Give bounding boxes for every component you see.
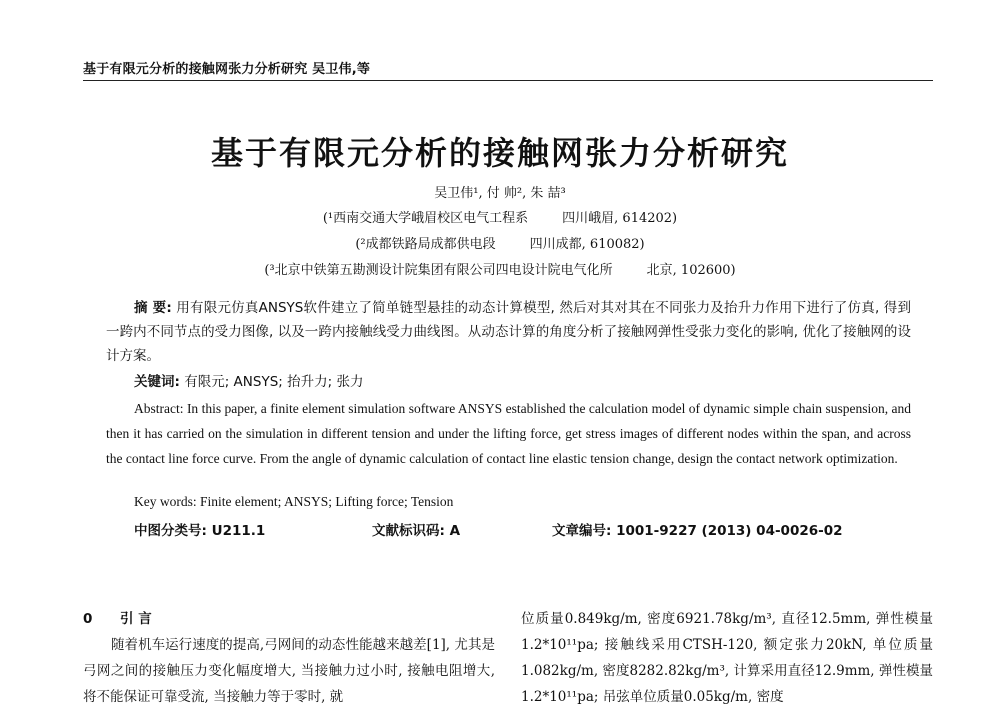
abstract-en-text: In this paper, a finite element simulation software ANSYS established the calculation model of dynamic simple chain suspension, and then it has carried on the simulation in different tension and under the lifting force, get stress images of different nodes within the span, and across the contact line force curve. From the angle of dynamic calculation of contact line elastic tension change, design the contact network optimization.: [106, 401, 911, 466]
section-number: 0: [83, 611, 93, 627]
clc-value: U211.1: [211, 523, 266, 539]
affiliation-place: 四川峨眉, 614202): [562, 211, 678, 226]
section-heading: [83, 606, 495, 632]
affiliation-1: [0, 207, 1000, 226]
article-number: [552, 519, 843, 539]
clc-label: 中图分类号:: [134, 523, 207, 539]
article-number-label: 文章编号:: [552, 523, 612, 539]
abstract-cn: [106, 296, 911, 368]
paper-title: 基于有限元分析的接触网张力分析研究: [210, 134, 789, 172]
affiliation-2: [0, 233, 1000, 252]
affiliation-place: 北京, 102600): [646, 263, 736, 278]
affiliation-org: (¹西南交通大学峨眉校区电气工程系: [322, 211, 529, 226]
document-code: [372, 519, 460, 539]
abstract-en-label: Abstract:: [134, 401, 184, 416]
keywords-en: [134, 494, 453, 510]
abstract-cn-text: 用有限元仿真ANSYS软件建立了简单链型悬挂的动态计算模型, 然后对其对其在不同张力及抬升力作用下进行了仿真, 得到一跨内不同节点的受力图像, 以及一跨内接触线受力曲线图。从动态计算的角度分析了接触网弹性受张力变化的影响, 优化了接触网的设计方案。: [106, 300, 911, 364]
running-head: 基于有限元分析的接触网张力分析研究 吴卫伟,等: [83, 62, 371, 77]
article-number-value: 1001-9227 (2013) 04-0026-02: [616, 523, 843, 539]
keywords-en-text: Finite element; ANSYS; Lifting force; Tension: [200, 494, 454, 509]
affiliation-3: [0, 259, 1000, 278]
authors: 吴卫伟¹, 付 帅², 朱 喆³: [434, 186, 566, 201]
keywords-cn-label: 关键词:: [134, 374, 180, 390]
right-column: [521, 606, 933, 710]
header-rule: [83, 80, 933, 81]
parameter-paragraph: 位质量0.849kg/m, 密度6921.78kg/m³, 直径12.5mm, 弹性模量1.2*10¹¹pa; 接触线采用CTSH-120, 额定张力20kN, 单位质量1.082kg/m, 密度8282.82kg/m³, 计算采用直径12.9mm, 弹性模量1.2*10¹¹pa; 吊弦单位质量0.05kg/m, 密度: [521, 611, 933, 705]
abstract-en: [106, 396, 911, 471]
document-code-value: A: [449, 523, 461, 539]
affiliation-org: (³北京中铁第五勘测设计院集团有限公司四电设计院电气化所: [264, 263, 613, 278]
keywords-en-label: Key words:: [134, 494, 197, 509]
section-title: 引 言: [120, 611, 152, 627]
clc-number: [134, 519, 265, 539]
intro-paragraph: 随着机车运行速度的提高,弓网间的动态性能越来越差[1], 尤其是弓网之间的接触压力变化幅度增大, 当接触力过小时, 接触电阻增大, 将不能保证可靠受流, 当接触力等于零时, 就: [83, 637, 495, 705]
keywords-cn: [134, 370, 363, 390]
document-code-label: 文献标识码:: [372, 523, 445, 539]
affiliation-place: 四川成都, 610082): [529, 237, 645, 252]
keywords-cn-text: 有限元; ANSYS; 抬升力; 张力: [184, 374, 364, 390]
affiliation-org: (²成都铁路局成都供电段: [355, 237, 496, 252]
left-column: [83, 606, 495, 710]
abstract-cn-label: 摘 要:: [134, 300, 172, 316]
